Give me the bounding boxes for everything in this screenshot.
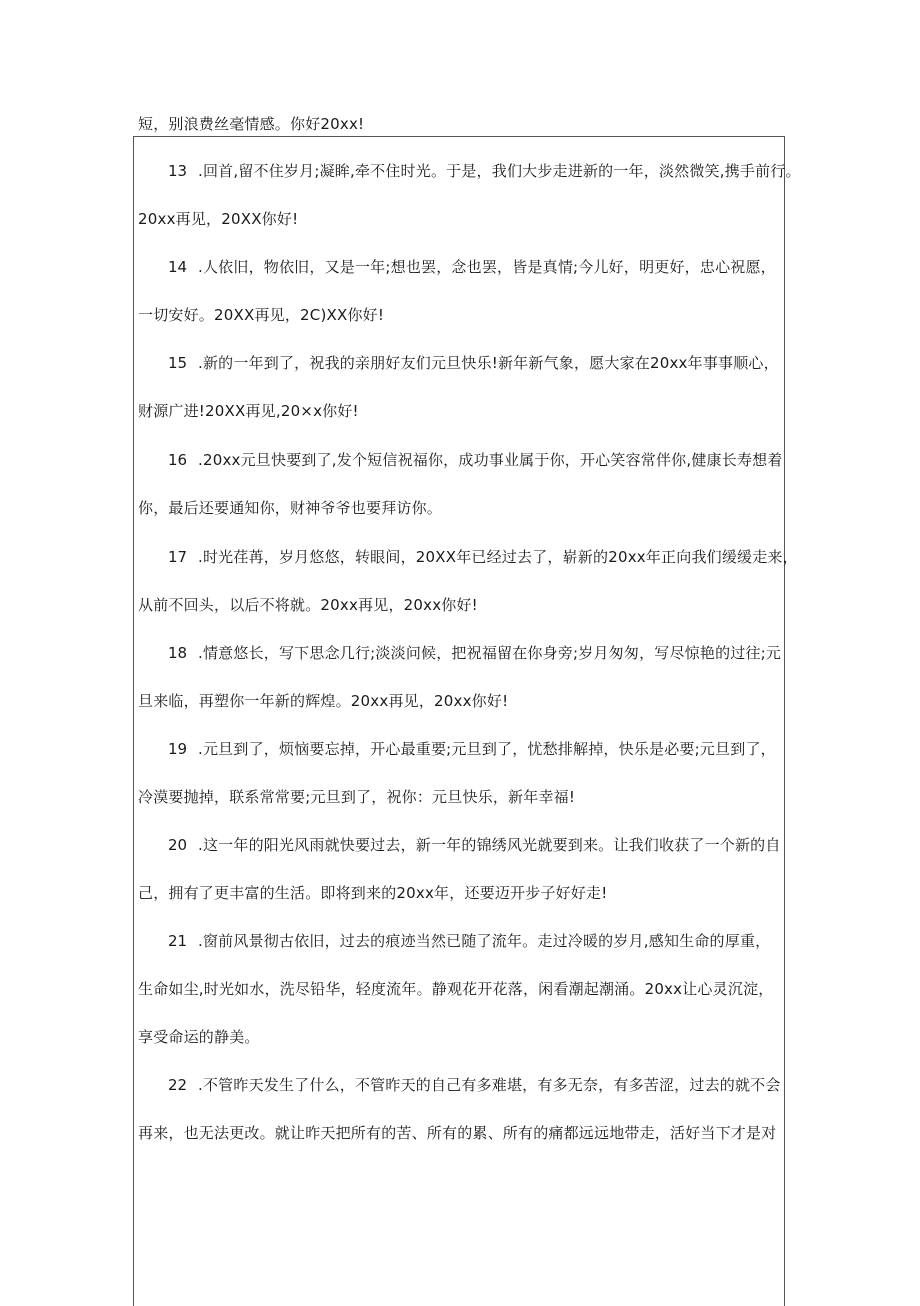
item-13-line-2: 20xx再见，20XX你好! [138,210,299,228]
item-18-line-2: 旦来临，再塑你一年新的辉煌。20xx再见，20xx你好! [138,692,509,710]
item-number-19: 19 [168,740,188,758]
item-number-13: 13 [168,162,188,180]
item-number-21: 21 [168,932,188,950]
item-number-15: 15 [168,354,188,372]
item-17-line-2: 从前不回头，以后不将就。20xx再见，20xx你好! [138,596,478,614]
item-22-line-1: .不管昨天发生了什么，不管昨天的自己有多难堪，有多无奈，有多苦涩，过去的就不会 [198,1076,781,1094]
intro-tail-line: 短，别浪费丝毫情感。你好20xx! [138,115,365,133]
item-number-22: 22 [168,1076,188,1094]
item-21-line-3: 享受命运的静美。 [138,1028,260,1046]
item-19-line-2: 冷漠要抛掉，联系常常要;元旦到了，祝你：元旦快乐，新年幸福! [138,788,576,806]
item-number-16: 16 [168,451,188,469]
item-15-line-2: 财源广进!20XX再见,20×x你好! [138,402,359,420]
item-22-line-2: 再来，也无法更改。就让昨天把所有的苦、所有的累、所有的痛都远远地带走，活好当下才是对 [138,1124,777,1142]
item-14-line-1: .人依旧，物依旧，又是一年;想也罢，念也罢，皆是真情;今儿好，明更好，忠心祝愿， [198,258,776,276]
item-number-14: 14 [168,258,188,276]
item-21-line-2: 生命如尘,时光如水，洗尽铅华，轻度流年。静观花开花落，闲看潮起潮涌。20xx让心灵沉淀， [138,980,774,998]
item-number-20: 20 [168,836,188,854]
item-16-line-2: 你，最后还要通知你，财神爷爷也要拜访你。 [138,499,443,517]
item-number-18: 18 [168,644,188,662]
item-20-line-1: .这一年的阳光风雨就快要过去，新一年的锦绣风光就要到来。让我们收获了一个新的自 [198,836,781,854]
item-16-line-1: .20xx元旦快要到了,发个短信祝福你，成功事业属于你，开心笑容常伴你,健康长寿想着 [198,451,783,469]
item-number-17: 17 [168,548,188,566]
item-14-line-2: 一切安好。20XX再见，2C)XX你好! [138,306,385,324]
item-13-line-1: .回首,留不住岁月;凝眸,牵不住时光。于是，我们大步走进新的一年，淡然微笑,携手前行。 [198,162,801,180]
item-18-line-1: .情意悠长，写下思念几行;淡淡问候，把祝福留在你身旁;岁月匆匆，写尽惊艳的过往;元 [198,644,782,662]
item-17-line-1: .时光荏苒，岁月悠悠，转眼间，20XX年已经过去了，崭新的20xx年正向我们缓缓走来， [198,548,798,566]
item-21-line-1: .窗前风景彻古依旧，过去的痕迹当然已随了流年。走过冷暖的岁月,感知生命的厚重， [198,932,771,950]
item-20-line-2: 己，拥有了更丰富的生活。即将到来的20xx年，还要迈开步子好好走! [138,884,608,902]
item-19-line-1: .元旦到了，烦恼要忘掉，开心最重要;元旦到了，忧愁排解掉，快乐是必要;元旦到了， [198,740,776,758]
item-15-line-1: .新的一年到了，祝我的亲朋好友们元旦快乐!新年新气象，愿大家在20xx年事事顺心， [198,354,779,372]
